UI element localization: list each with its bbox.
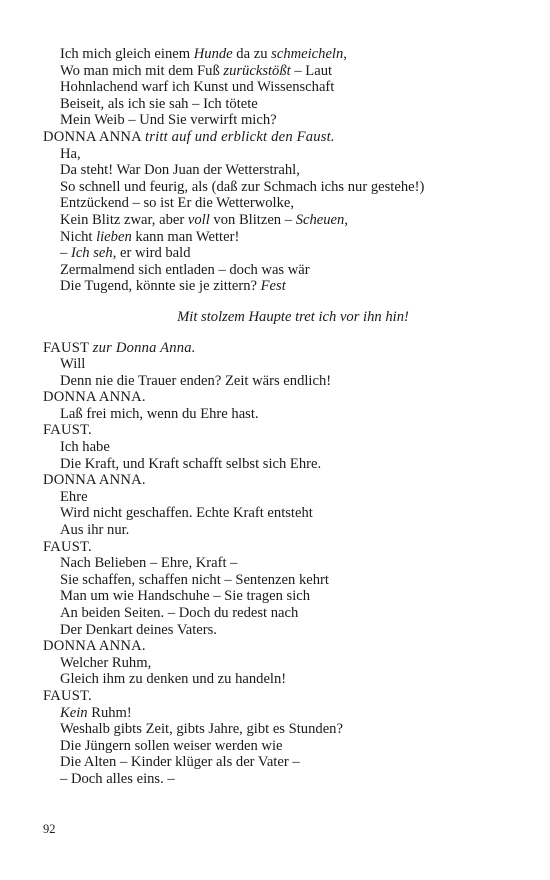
verse-line bbox=[43, 622, 523, 639]
italic-text: zurückstößt bbox=[223, 62, 291, 79]
verse-line bbox=[43, 671, 523, 688]
verse-line bbox=[43, 655, 523, 672]
text-run: Welcher Ruhm, bbox=[60, 654, 152, 671]
verse-line bbox=[43, 245, 523, 262]
italic-text: Scheuen bbox=[295, 211, 345, 228]
text-run: Wird nicht geschaffen. Echte Kraft entsteht bbox=[60, 505, 313, 522]
text-run: Ich mich gleich einem bbox=[60, 46, 194, 62]
verse-line bbox=[43, 555, 523, 572]
italic-text: Hunde bbox=[193, 46, 233, 62]
verse-line bbox=[43, 278, 523, 295]
text-run: kann man Wetter! bbox=[131, 228, 240, 245]
italic-text: lieben bbox=[96, 228, 132, 245]
text-run: , er wird bald bbox=[112, 245, 191, 262]
verse-line bbox=[43, 212, 523, 229]
text-run: FAUST. bbox=[43, 422, 92, 439]
text-run: DONNA ANNA. bbox=[43, 389, 146, 406]
verse-line bbox=[43, 522, 523, 539]
verse-line bbox=[43, 179, 523, 196]
text-run: DONNA ANNA bbox=[43, 128, 145, 145]
text-run: Da steht! War Don Juan der Wetterstrahl, bbox=[60, 162, 300, 179]
verse-line bbox=[43, 771, 523, 788]
text-run: FAUST. bbox=[43, 538, 92, 555]
text-run: FAUST bbox=[43, 339, 93, 356]
verse-line bbox=[43, 754, 523, 771]
text-run: Die Jüngern sollen weiser werden wie bbox=[60, 737, 283, 754]
speaker-line bbox=[43, 422, 523, 439]
centered-verse-line bbox=[43, 309, 523, 326]
text-run: DONNA ANNA. bbox=[43, 472, 146, 489]
verse-line bbox=[43, 262, 523, 279]
italic-text: zur Donna Anna. bbox=[92, 339, 196, 356]
verse-line bbox=[43, 456, 523, 473]
verse-line bbox=[43, 195, 523, 212]
stanza-gap bbox=[43, 326, 523, 340]
text-run: Hohnlachend warf ich Kunst und Wissenschaft bbox=[60, 79, 335, 96]
speaker-line bbox=[43, 638, 523, 655]
text-run: Ich habe bbox=[60, 439, 110, 456]
text-run: Will bbox=[60, 356, 86, 373]
text-run: – Doch alles eins. – bbox=[60, 770, 175, 787]
verse-line bbox=[43, 489, 523, 506]
text-run: Entzückend – so ist Er die Wetterwolke, bbox=[60, 195, 295, 212]
verse-line bbox=[43, 46, 523, 63]
text-run: Denn nie die Trauer enden? Zeit wärs endlich! bbox=[60, 372, 332, 389]
text-run: Sie schaffen, schaffen nicht – Sentenzen kehrt bbox=[60, 571, 329, 588]
italic-text: tritt auf und erblickt den Faust. bbox=[144, 128, 335, 145]
text-run: Ruhm! bbox=[87, 704, 132, 721]
verse-line bbox=[43, 738, 523, 755]
text-run: von Blitzen – bbox=[209, 211, 296, 228]
verse-line bbox=[43, 721, 523, 738]
text-run: da zu bbox=[232, 46, 272, 62]
verse-line bbox=[43, 588, 523, 605]
text-run: So schnell und feurig, als (daß zur Schmach ichs nur gestehe!) bbox=[60, 178, 425, 195]
verse-line bbox=[43, 146, 523, 163]
verse-line bbox=[43, 373, 523, 390]
speaker-line bbox=[43, 688, 523, 705]
text-run: Laß frei mich, wenn du Ehre hast. bbox=[60, 405, 259, 422]
text-run: Die Alten – Kinder klüger als der Vater – bbox=[60, 754, 300, 771]
verse-line bbox=[43, 162, 523, 179]
verse-line bbox=[43, 229, 523, 246]
speaker-line bbox=[43, 539, 523, 556]
verse-line bbox=[43, 112, 523, 129]
verse-line bbox=[43, 505, 523, 522]
verse-line bbox=[43, 705, 523, 722]
italic-text: Ich seh bbox=[70, 245, 113, 262]
verse-line bbox=[43, 79, 523, 96]
text-run: Weshalb gibts Zeit, gibts Jahre, gibt es Stunden? bbox=[60, 721, 343, 738]
text-run: Zermalmend sich entladen – doch was wär bbox=[60, 261, 310, 278]
text-run: FAUST. bbox=[43, 687, 92, 704]
text-run: Die Tugend, könnte sie je zittern? bbox=[60, 278, 261, 295]
text-run: Man um wie Handschuhe – Sie tragen sich bbox=[60, 588, 311, 605]
text-run: , bbox=[343, 46, 347, 62]
text-run: DONNA ANNA. bbox=[43, 638, 146, 655]
text-run: Beiseit, als ich sie sah – Ich tötete bbox=[60, 95, 258, 112]
verse-line bbox=[43, 63, 523, 80]
text-run: Mein Weib – Und Sie verwirft mich? bbox=[60, 112, 277, 129]
text-run: An beiden Seiten. – Doch du redest nach bbox=[60, 605, 299, 621]
italic-text: schmeicheln bbox=[271, 46, 344, 62]
text-run: Nach Belieben – Ehre, Kraft – bbox=[60, 555, 238, 572]
speaker-line bbox=[43, 389, 523, 406]
verse-line bbox=[43, 96, 523, 113]
italic-text: Fest bbox=[260, 278, 286, 295]
italic-text: voll bbox=[187, 211, 210, 228]
stanza-gap bbox=[43, 295, 523, 309]
verse-line bbox=[43, 439, 523, 456]
speaker-line bbox=[43, 129, 523, 146]
text-run: Ha, bbox=[60, 145, 81, 162]
text-run: , bbox=[344, 211, 348, 228]
text-run: – bbox=[60, 245, 71, 262]
italic-text: Mit stolzem Haupte tret ich vor ihn hin! bbox=[177, 308, 409, 325]
verse-line bbox=[43, 406, 523, 423]
speaker-line bbox=[43, 472, 523, 489]
text-run: Wo man mich mit dem Fuß bbox=[60, 62, 224, 79]
text-run: Gleich ihm zu denken und zu handeln! bbox=[60, 671, 287, 688]
text-run: Kein Blitz zwar, aber bbox=[60, 211, 188, 228]
speaker-line bbox=[43, 340, 523, 357]
text-run: Ehre bbox=[60, 488, 88, 505]
text-run: Aus ihr nur. bbox=[60, 522, 130, 539]
verse-line bbox=[43, 356, 523, 373]
text-run: – Laut bbox=[290, 62, 333, 79]
text-run: Nicht bbox=[60, 228, 97, 245]
text-run: Die Kraft, und Kraft schafft selbst sich Ehre. bbox=[60, 455, 322, 472]
verse-line bbox=[43, 572, 523, 589]
page-number: 92 bbox=[43, 822, 56, 836]
page-text bbox=[43, 46, 523, 788]
italic-text: Kein bbox=[60, 704, 88, 721]
text-run: Der Denkart deines Vaters. bbox=[60, 621, 217, 638]
verse-line bbox=[43, 605, 523, 622]
